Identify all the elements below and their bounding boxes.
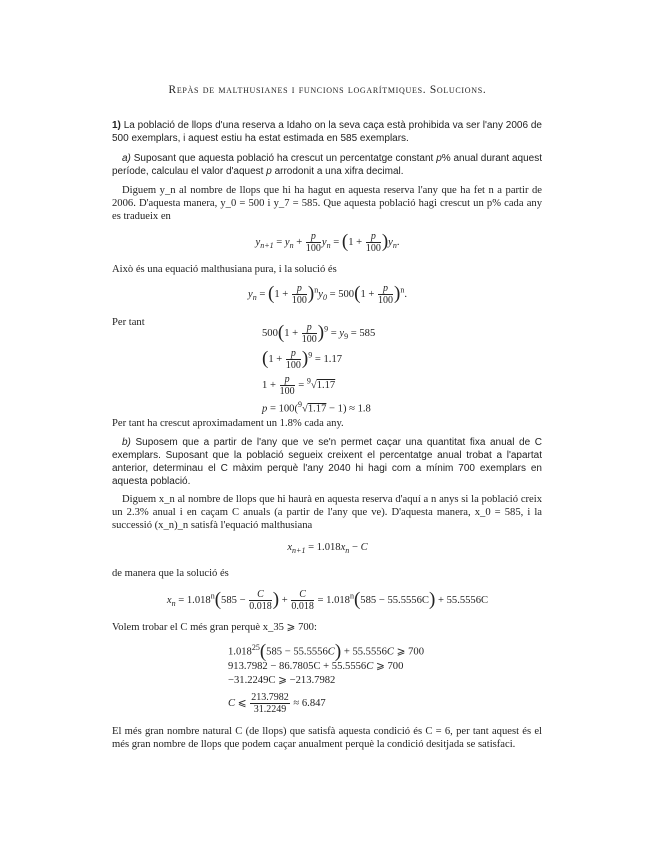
growth-rate: 1.018	[316, 542, 341, 553]
equation-recurrence: $y_{n+1} = y_n$ + $\frac{p}{100}$ $y_n = (1$ + $\frac{p}{100}$ )$y_n$.	[255, 231, 400, 254]
problem-number: 1)	[112, 120, 121, 131]
part-b-text: Suposem que a partir de l'any que ve se'n permet caçar una quantitat fixa anual de C exemplars. Suposant que la població segueix creixent el percentatge anual trobat a l'apartat anterior, determinau el C màxim perquè l'any 2040 hi hagi com a mínim 700 exemplars en aquesta població.	[112, 437, 543, 487]
solution-b-volem: Volem trobar el C més gran perquè x_35 ⩾ 700:	[112, 622, 317, 633]
eq-a-line-3: 1 + $\frac{p}{100}$ = $^9$√1.17	[262, 374, 336, 397]
solution-a-malthus: Això és una equació malthusiana pura, i la solució és	[112, 264, 337, 275]
problem-statement	[112, 119, 542, 145]
approx-c: ≈ 6.847	[293, 697, 326, 709]
page-title: Repàs de malthusianes i funcions logarítmiques. Solucions.	[168, 84, 487, 96]
equation-solution-b: $x_n = 1.018^n(585$ − $\frac{C}{0.018}$ ) + $\frac{C}{0.018}$ = $1.018^n(585 - 55.5556C) + 55.5556C$	[166, 589, 489, 612]
eq-a-line-2: (1 + $\frac{p}{100}$ )$^9$ = 1.17	[262, 348, 343, 371]
per-tant-label: Per tant	[112, 317, 145, 328]
part-a-text-3: arrodonit a una xifra decimal.	[274, 166, 404, 177]
eq-b-line-3: −31.2249C ⩾ −213.7982	[228, 675, 336, 686]
solution-a-conclusion: Per tant ha crescut aproximadament un 1.8% cada any.	[112, 418, 344, 429]
eq-a-root: ≈ 1.8	[349, 403, 371, 415]
equation-solution-general: $y_n = (1$ + $\frac{p}{100}$ )$^ny_0 = 500(1$ + $\frac{p}{100}$ )$^n$.	[248, 283, 407, 306]
math-p: p	[266, 166, 272, 177]
eq-a-line-1: 500(1 + $\frac{p}{100}$ )$^9 = y_9 = 585$	[262, 322, 376, 345]
fraction-den: 31.2249	[253, 704, 287, 715]
eq-b-line-2: 913.7982 − 86.7805C + 55.5556C ⩾ 700	[228, 661, 404, 672]
equation-block-a	[262, 322, 522, 416]
equation-block-b	[228, 641, 488, 715]
part-a-label: a)	[122, 153, 131, 164]
coef-c: 86.7805C	[279, 661, 321, 672]
eq-a-line-4: p = 100($^9$√1.17 − 1) ≈ 1.8	[262, 400, 371, 415]
power-value: 913.7982	[228, 661, 268, 672]
threshold-expression: 585 − 55.5556C	[360, 594, 429, 606]
part-b-label: b)	[122, 437, 131, 448]
part-a-statement: a) Suposant que aquesta població ha crescut un percentatge constant p% anual durant aquest període, calculau el valor d'aquest p arrodonit a una xifra decimal.	[112, 153, 543, 177]
constant-term: 55.5556C	[446, 594, 489, 606]
solution-b-manera: de manera que la solució és	[112, 568, 229, 579]
problem-statement-text: La població de llops d'una reserva a Idaho on la seva caça està prohibida va ser l'any 2006 de 500 exemplars, i aquest estiu ha estat estimada en 585 exemplars.	[112, 120, 542, 144]
solution-a-intro: Diguem y_n al nombre de llops que hi ha hagut en aquesta reserva l'any que ha fet n a partir de 2006. D'aquesta manera, y_0 = 500 i y_7 = 585. Que aquesta població hagi crescut un p% cada any es tradueix en	[112, 185, 542, 222]
part-a-text-1: Suposant que aquesta població ha crescut un percentatge constant	[133, 153, 434, 164]
fraction-num: 213.7982	[251, 692, 289, 703]
math-p-percent: p	[436, 153, 442, 164]
part-a-text-2: anual durant aquest període, calculau el valor d'aquest	[112, 153, 543, 177]
eq-a-ratio: = 1.17	[314, 353, 343, 365]
solution-b-conclusion: El més gran nombre natural C (de llops) que satisfà aquesta condició és C = 6, per tant aquest és el més gran nombre de llops que podem caçar anualment perquè la condició desitjada se satisfaci.	[112, 726, 542, 750]
eq-b-line-1: $1.018^{25}(585 - 55.5556C) + 55.5556C$ ⩾ 700	[228, 640, 425, 662]
equation-malthus-b: $x_{n+1} = 1.018x_n - C$	[287, 542, 368, 556]
part-b-statement	[112, 436, 542, 488]
solution-b-intro: Diguem x_n al nombre de llops que hi haurà en aquesta reserva d'aquí a n anys si la població creix un 2.3% anual i en caçam C anuals (a partir de l'any que ve). D'aquesta manera, x_0 = 585, i la successió (x_n)_n satisfà l'equació malthusiana	[112, 494, 542, 531]
eq-b-line-4: C ⩽ $\frac{213.7982}{31.2249}$ ≈ 6.847	[228, 692, 326, 715]
